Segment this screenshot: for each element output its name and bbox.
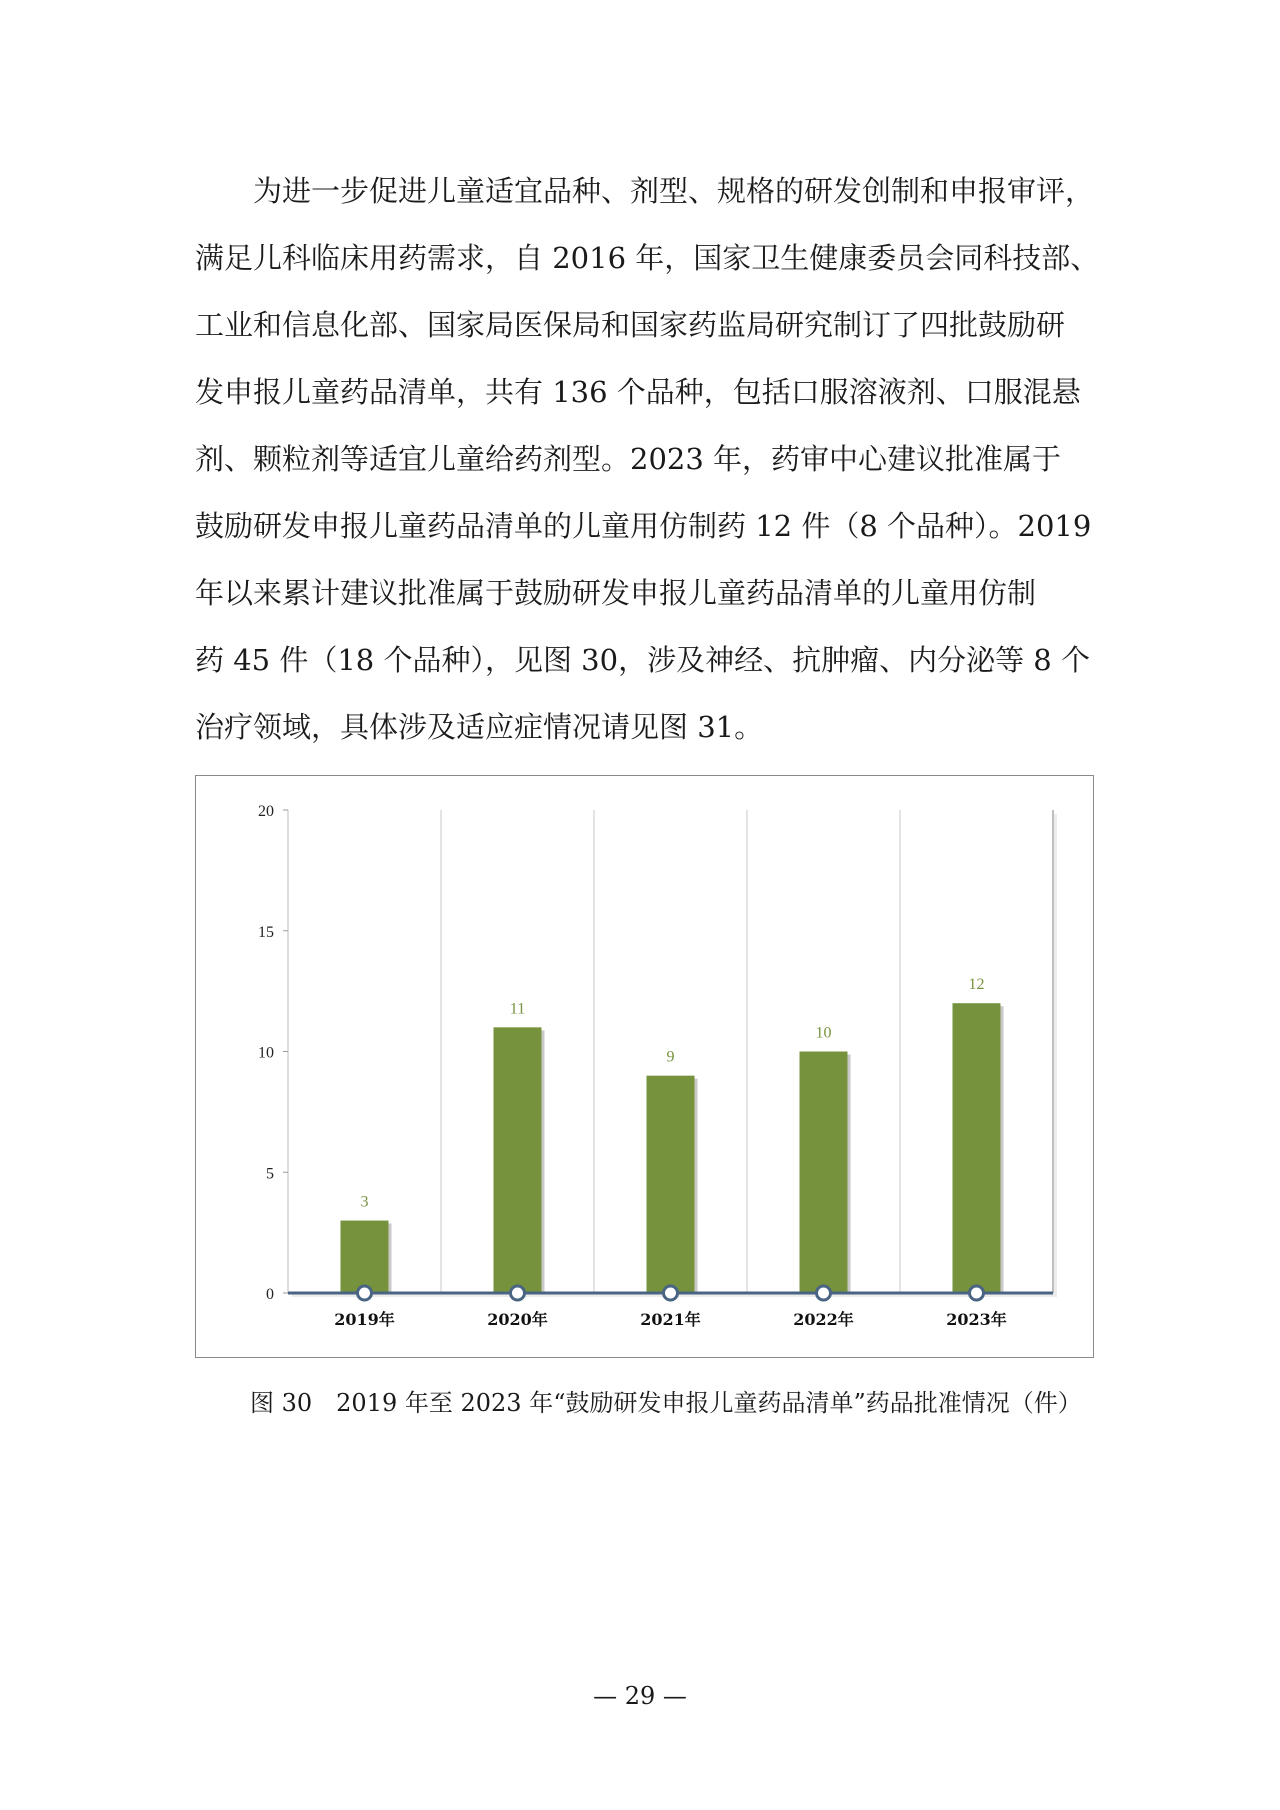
bar <box>800 1052 848 1294</box>
data-label: 12 <box>968 976 985 994</box>
paragraph-line: 药 45 件（18 个品种），见图 30，涉及神经、抗肿瘤、内分泌等 8 个 <box>195 643 1090 677</box>
bar-chart <box>196 776 1095 1359</box>
x-axis-marker <box>970 1286 984 1300</box>
x-tick-label: 2021年 <box>640 1310 701 1329</box>
data-label: 11 <box>509 1000 526 1018</box>
data-label: 9 <box>666 1048 675 1066</box>
bar <box>494 1027 542 1293</box>
paragraph-line: 满足儿科临床用药需求，自 2016 年，国家卫生健康委员会同科技部、 <box>195 241 1100 275</box>
x-axis-marker <box>511 1286 525 1300</box>
x-tick-label: 2023年 <box>946 1310 1007 1329</box>
bar <box>647 1076 695 1293</box>
chart-frame <box>195 775 1094 1358</box>
paragraph-line: 年以来累计建议批准属于鼓励研发申报儿童药品清单的儿童用仿制 <box>195 576 1037 610</box>
y-tick-label: 15 <box>258 923 274 941</box>
figure-caption: 图 30 2019 年至 2023 年“鼓励研发申报儿童药品清单”药品批准情况（件） <box>250 1389 1082 1417</box>
paragraph-line: 鼓励研发申报儿童药品清单的儿童用仿制药 12 件（8 个品种）。2019 <box>195 509 1092 543</box>
data-label: 3 <box>360 1193 369 1211</box>
paragraph-line: 治疗领域，具体涉及适应症情况请见图 31。 <box>195 710 764 744</box>
paragraph-line: 发申报儿童药品清单，共有 136 个品种，包括口服溶液剂、口服混悬 <box>195 375 1081 409</box>
paragraph-line: 工业和信息化部、国家局医保局和国家药监局研究制订了四批鼓励研 <box>195 308 1066 342</box>
bar <box>341 1221 389 1293</box>
page-number: — 29 — <box>593 1682 687 1710</box>
data-label: 10 <box>815 1024 832 1042</box>
x-axis-marker <box>817 1286 831 1300</box>
y-tick-label: 20 <box>258 803 274 820</box>
bar <box>953 1003 1001 1293</box>
x-axis-marker <box>358 1286 372 1300</box>
paragraph-line: 为进一步促进儿童适宜品种、剂型、规格的研发创制和申报审评， <box>253 174 1095 208</box>
x-axis-marker <box>664 1286 678 1300</box>
x-tick-label: 2022年 <box>793 1310 854 1329</box>
y-tick-label: 10 <box>258 1044 274 1062</box>
body-paragraph <box>195 158 1100 761</box>
x-tick-label: 2019年 <box>334 1310 395 1329</box>
y-tick-label: 0 <box>266 1286 274 1303</box>
x-tick-label: 2020年 <box>487 1310 548 1329</box>
y-tick-label: 5 <box>266 1165 274 1183</box>
paragraph-line: 剂、颗粒剂等适宜儿童给药剂型。2023 年，药审中心建议批准属于 <box>195 442 1062 476</box>
